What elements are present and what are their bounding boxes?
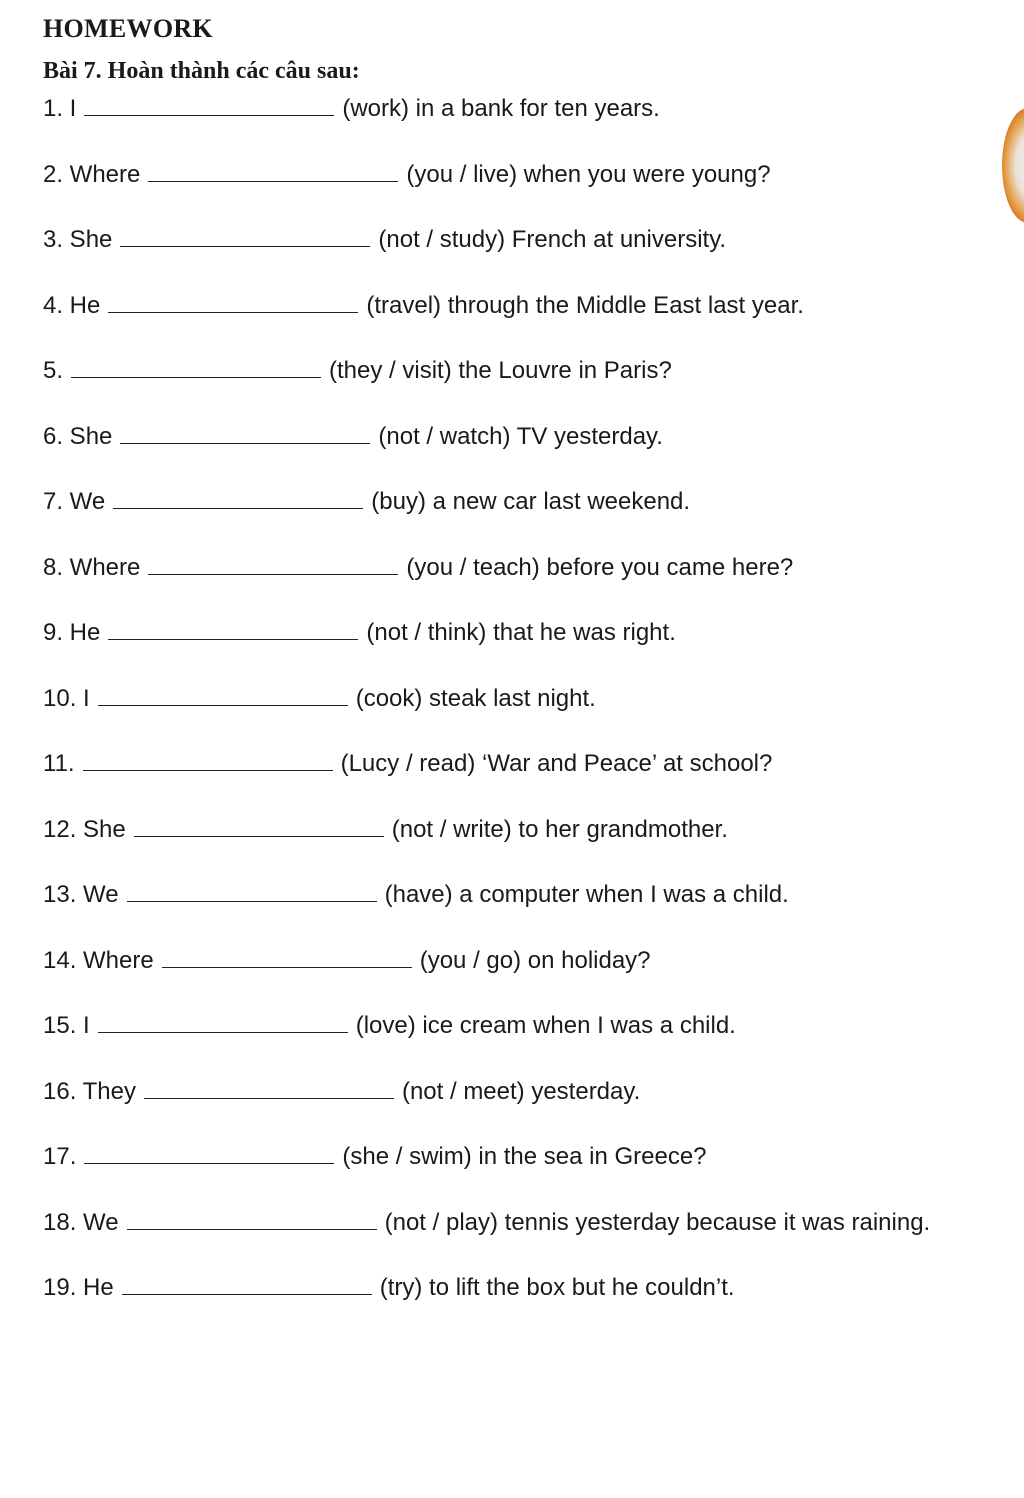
exercise-item	[43, 947, 930, 1013]
item-prefix: 13. We	[43, 881, 119, 908]
answer-blank[interactable]	[83, 750, 333, 771]
exercise-item	[43, 1209, 930, 1275]
exercise-item	[43, 685, 930, 751]
item-prefix: 5.	[43, 357, 64, 384]
exercise-item	[43, 423, 930, 489]
item-text: (love) ice cream when I was a child.	[355, 1012, 736, 1039]
answer-blank[interactable]	[127, 1209, 377, 1230]
item-text: (you / teach) before you came here?	[406, 553, 794, 581]
answer-blank[interactable]	[71, 357, 321, 378]
exercise-item	[43, 161, 930, 227]
item-prefix: 14. Where	[43, 946, 154, 974]
answer-blank[interactable]	[122, 1274, 372, 1295]
item-text: (not / write) to her grandmother.	[391, 815, 728, 843]
answer-blank[interactable]	[84, 1143, 334, 1164]
item-text: (you / go) on holiday?	[419, 946, 651, 974]
answer-blank[interactable]	[148, 161, 398, 182]
item-text: (travel) through the Middle East last year.	[366, 291, 804, 319]
exercise-item	[43, 881, 930, 947]
answer-blank[interactable]	[127, 881, 377, 902]
item-prefix: 16. They	[43, 1077, 136, 1105]
exercise-item	[43, 750, 930, 816]
exercise-item	[43, 292, 930, 358]
item-prefix: 11.	[43, 750, 75, 777]
item-text: (not / study) French at university.	[378, 226, 727, 253]
exercise-item	[43, 1078, 930, 1144]
item-text: (Lucy / read) ‘War and Peace’ at school?	[340, 750, 773, 777]
answer-blank[interactable]	[84, 95, 334, 116]
exercise-item	[43, 1012, 930, 1078]
answer-blank[interactable]	[113, 488, 363, 509]
answer-blank[interactable]	[108, 619, 358, 640]
item-text: (not / meet) yesterday.	[401, 1077, 641, 1105]
item-prefix: 8. Where	[43, 553, 141, 581]
item-text: (she / swim) in the sea in Greece?	[342, 1143, 707, 1170]
answer-blank[interactable]	[120, 423, 370, 444]
item-prefix: 6. She	[43, 422, 113, 450]
exercise-item	[43, 488, 930, 554]
answer-blank[interactable]	[134, 816, 384, 837]
item-prefix: 10. I	[43, 684, 90, 712]
answer-blank[interactable]	[98, 1012, 348, 1033]
answer-blank[interactable]	[144, 1078, 394, 1099]
item-text: (they / visit) the Louvre in Paris?	[329, 357, 672, 384]
exercise-item	[43, 357, 930, 423]
item-text: (work) in a bank for ten years.	[342, 95, 660, 122]
item-text: (not / watch) TV yesterday.	[378, 422, 663, 450]
item-prefix: 9. He	[43, 619, 101, 646]
exercise-item	[43, 1143, 930, 1209]
item-prefix: 3. She	[43, 226, 113, 253]
item-text: (try) to lift the box but he couldn’t.	[379, 1274, 735, 1301]
item-text: (you / live) when you were young?	[406, 160, 771, 188]
corner-photo-fragment	[1002, 108, 1024, 223]
exercise-item	[43, 554, 930, 620]
page-title: HOMEWORK	[43, 14, 213, 43]
item-prefix: 7. We	[43, 488, 106, 515]
item-prefix: 17.	[43, 1143, 77, 1170]
item-prefix: 4. He	[43, 291, 101, 319]
answer-blank[interactable]	[108, 292, 358, 313]
item-text: (have) a computer when I was a child.	[384, 881, 789, 908]
exercise-list	[43, 95, 930, 1340]
item-prefix: 2. Where	[43, 160, 141, 188]
exercise-item	[43, 816, 930, 882]
item-text: (cook) steak last night.	[355, 684, 596, 712]
item-prefix: 1. I	[43, 95, 77, 122]
item-prefix: 18. We	[43, 1208, 119, 1236]
item-prefix: 12. She	[43, 815, 126, 843]
item-text: (not / play) tennis yesterday because it was raining.	[384, 1208, 931, 1236]
answer-blank[interactable]	[162, 947, 412, 968]
exercise-heading: Bài 7. Hoàn thành các câu sau:	[43, 58, 360, 84]
exercise-item	[43, 95, 930, 161]
exercise-item	[43, 1274, 930, 1340]
exercise-item	[43, 226, 930, 292]
answer-blank[interactable]	[98, 685, 348, 706]
item-prefix: 19. He	[43, 1274, 114, 1301]
exercise-item	[43, 619, 930, 685]
item-prefix: 15. I	[43, 1012, 90, 1039]
item-text: (buy) a new car last weekend.	[371, 488, 691, 515]
item-text: (not / think) that he was right.	[366, 619, 676, 646]
answer-blank[interactable]	[120, 226, 370, 247]
answer-blank[interactable]	[148, 554, 398, 575]
